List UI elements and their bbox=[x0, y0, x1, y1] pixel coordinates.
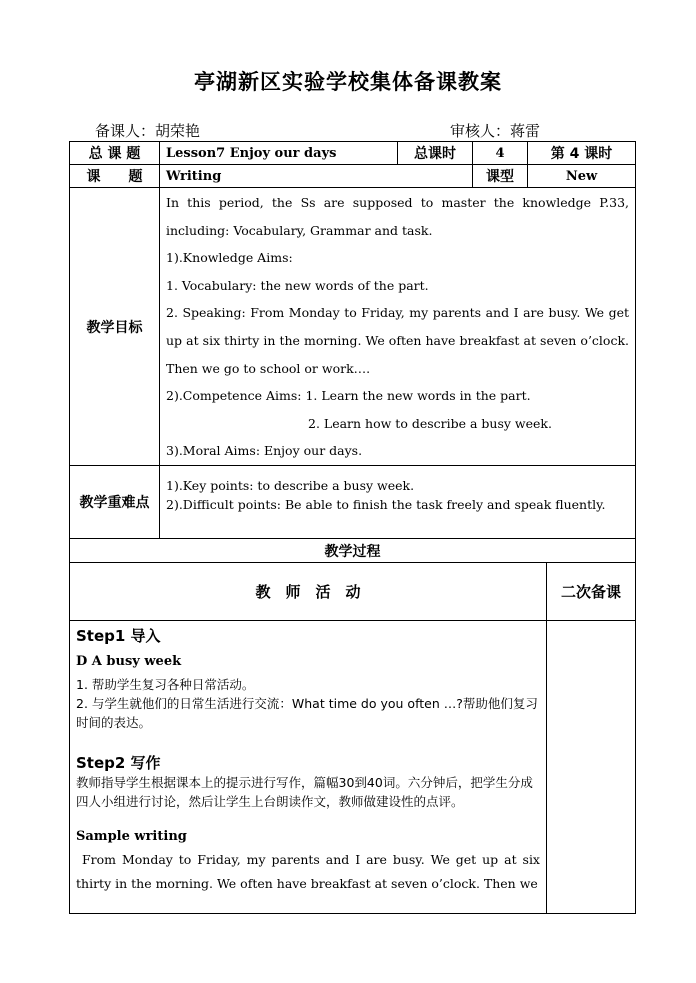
lesson-value: Writing bbox=[160, 165, 473, 188]
goals-intro: In this period, the Ss are supposed to master the knowledge P.33, including: Vocabulary, Grammar and task. bbox=[166, 195, 629, 238]
reviewer: 审核人：蒋雷 bbox=[450, 122, 541, 140]
sample-title: Sample writing bbox=[76, 829, 187, 844]
competence-aim-2: 2. Learn how to describe a busy week. bbox=[308, 415, 552, 431]
step1-item-2: 2. 与学生就他们的日常生活进行交流：What time do you often …?帮助他们复习时间的表达。 bbox=[76, 696, 538, 730]
lesson-row bbox=[70, 165, 636, 188]
lesson-number: 第 4 课时 bbox=[528, 142, 636, 165]
step1-title: Step1 导入 bbox=[76, 627, 161, 645]
competence-aims: 2).Competence Aims: 1. Learn the new words in the part. bbox=[166, 388, 531, 404]
process-row bbox=[70, 539, 636, 563]
moral-aims: 3).Moral Aims: Enjoy our days. bbox=[166, 443, 363, 459]
topic-value: Lesson7 Enjoy our days bbox=[160, 142, 398, 165]
lesson-plan-table bbox=[69, 141, 636, 914]
keypoints-content bbox=[160, 466, 636, 539]
activity-row bbox=[70, 621, 636, 914]
vocabulary-aim: 1. Vocabulary: the new words of the part. bbox=[166, 277, 429, 293]
second-prep-header: 二次备课 bbox=[547, 563, 636, 621]
knowledge-aims: 1).Knowledge Aims: bbox=[166, 250, 293, 266]
step2-title: Step2 写作 bbox=[76, 754, 161, 772]
topic-label: 总 课 题 bbox=[70, 142, 160, 165]
goals-row bbox=[70, 188, 636, 466]
teacher-activity-header: 教 师 活 动 bbox=[70, 563, 547, 621]
key-points: 1).Key points: to describe a busy week. bbox=[166, 478, 415, 493]
hours-label: 总课时 bbox=[398, 142, 473, 165]
step1-subtitle: D A busy week bbox=[76, 654, 182, 669]
type-value: New bbox=[528, 165, 636, 188]
step2-text: 教师指导学生根据课本上的提示进行写作，篇幅30到40词。六分钟后，把学生分成四人小组进行讨论，然后让学生上台朗读作文，教师做建设性的点评。 bbox=[76, 775, 533, 809]
difficult-points: 2).Difficult points: Be able to finish the task freely and speak fluently. bbox=[166, 497, 606, 512]
keypoints-label: 教学重难点 bbox=[70, 466, 160, 539]
lesson-label: 课 题 bbox=[70, 165, 160, 188]
second-prep-content bbox=[547, 621, 636, 914]
process-header-row bbox=[70, 563, 636, 621]
speaking-aim: 2. Speaking: From Monday to Friday, my parents and I are busy. We get up at six thirty in the morning. We often have breakfast at seven o’clock. Then we go to school or work…. bbox=[166, 305, 629, 376]
keypoints-row bbox=[70, 466, 636, 539]
goals-label: 教学目标 bbox=[70, 188, 160, 466]
goals-content bbox=[160, 188, 636, 466]
step1-item-1: 1. 帮助学生复习各种日常活动。 bbox=[76, 677, 255, 692]
hours-value: 4 bbox=[473, 142, 528, 165]
teacher-activity-content bbox=[70, 621, 547, 914]
sample-text: From Monday to Friday, my parents and I are busy. We get up at six thirty in the morning. We often have breakfast at seven o’clock. Then we bbox=[76, 852, 540, 891]
process-header: 教学过程 bbox=[70, 539, 636, 563]
topic-row bbox=[70, 142, 636, 165]
document-title: 亭湖新区实验学校集体备课教案 bbox=[194, 70, 502, 94]
type-label: 课型 bbox=[473, 165, 528, 188]
preparer: 备课人：胡荣艳 bbox=[95, 122, 201, 140]
